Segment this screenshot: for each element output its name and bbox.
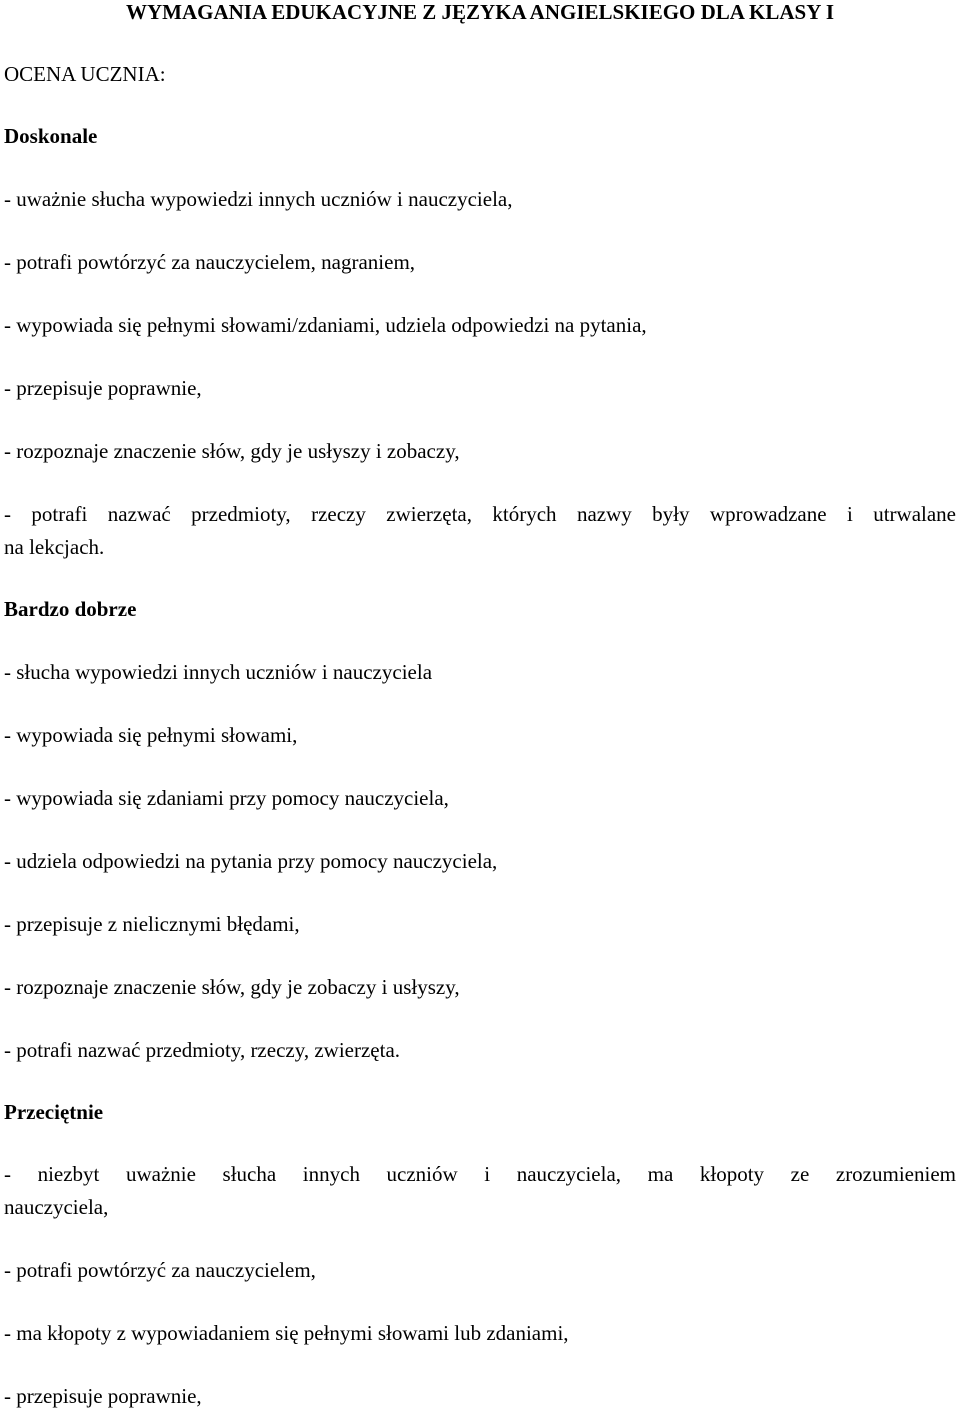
list-item: - wypowiada się zdaniami przy pomocy nauczyciela,: [4, 786, 449, 810]
list-item: - wypowiada się pełnymi słowami,: [4, 723, 298, 747]
list-item: - przepisuje poprawnie,: [4, 1384, 202, 1408]
list-item: - udziela odpowiedzi na pytania przy pomocy nauczyciela,: [4, 849, 498, 873]
grade-label: OCENA UCZNIA:: [4, 62, 166, 86]
section-heading-przecietnie: Przeciętnie: [4, 1100, 104, 1124]
list-item: - potrafi powtórzyć za nauczycielem, nagraniem,: [4, 250, 416, 274]
section-heading-doskonale: Doskonale: [4, 124, 98, 148]
list-item: - przepisuje z nielicznymi błędami,: [4, 912, 300, 936]
document-title: WYMAGANIA EDUKACYJNE Z JĘZYKA ANGIELSKIEGO DLA KLASY I: [125, 0, 835, 24]
list-item: - potrafi nazwać przedmioty, rzeczy, zwierzęta.: [4, 1038, 401, 1062]
list-item: - uważnie słucha wypowiedzi innych uczniów i nauczyciela,: [4, 187, 513, 211]
list-item-continuation: na lekcjach.: [4, 535, 105, 559]
list-item: - potrafi powtórzyć za nauczycielem,: [4, 1258, 316, 1282]
list-item: - ma kłopoty z wypowiadaniem się pełnymi słowami lub zdaniami,: [4, 1321, 569, 1345]
list-item: - wypowiada się pełnymi słowami/zdaniami, udziela odpowiedzi na pytania,: [4, 313, 647, 337]
section-heading-bardzo-dobrze: Bardzo dobrze: [4, 597, 137, 621]
list-item: - potrafi nazwać przedmioty, rzeczy zwierzęta, których nazwy były wprowadzane i utrwalane: [4, 502, 956, 526]
list-item: - słucha wypowiedzi innych uczniów i nauczyciela: [4, 660, 433, 684]
list-item: - niezbyt uważnie słucha innych uczniów i nauczyciela, ma kłopoty ze zrozumieniem: [4, 1162, 956, 1186]
list-item: - przepisuje poprawnie,: [4, 376, 202, 400]
list-item: - rozpoznaje znaczenie słów, gdy je usłyszy i zobaczy,: [4, 439, 460, 463]
list-item: - rozpoznaje znaczenie słów, gdy je zobaczy i usłyszy,: [4, 975, 460, 999]
list-item-continuation: nauczyciela,: [4, 1195, 109, 1219]
